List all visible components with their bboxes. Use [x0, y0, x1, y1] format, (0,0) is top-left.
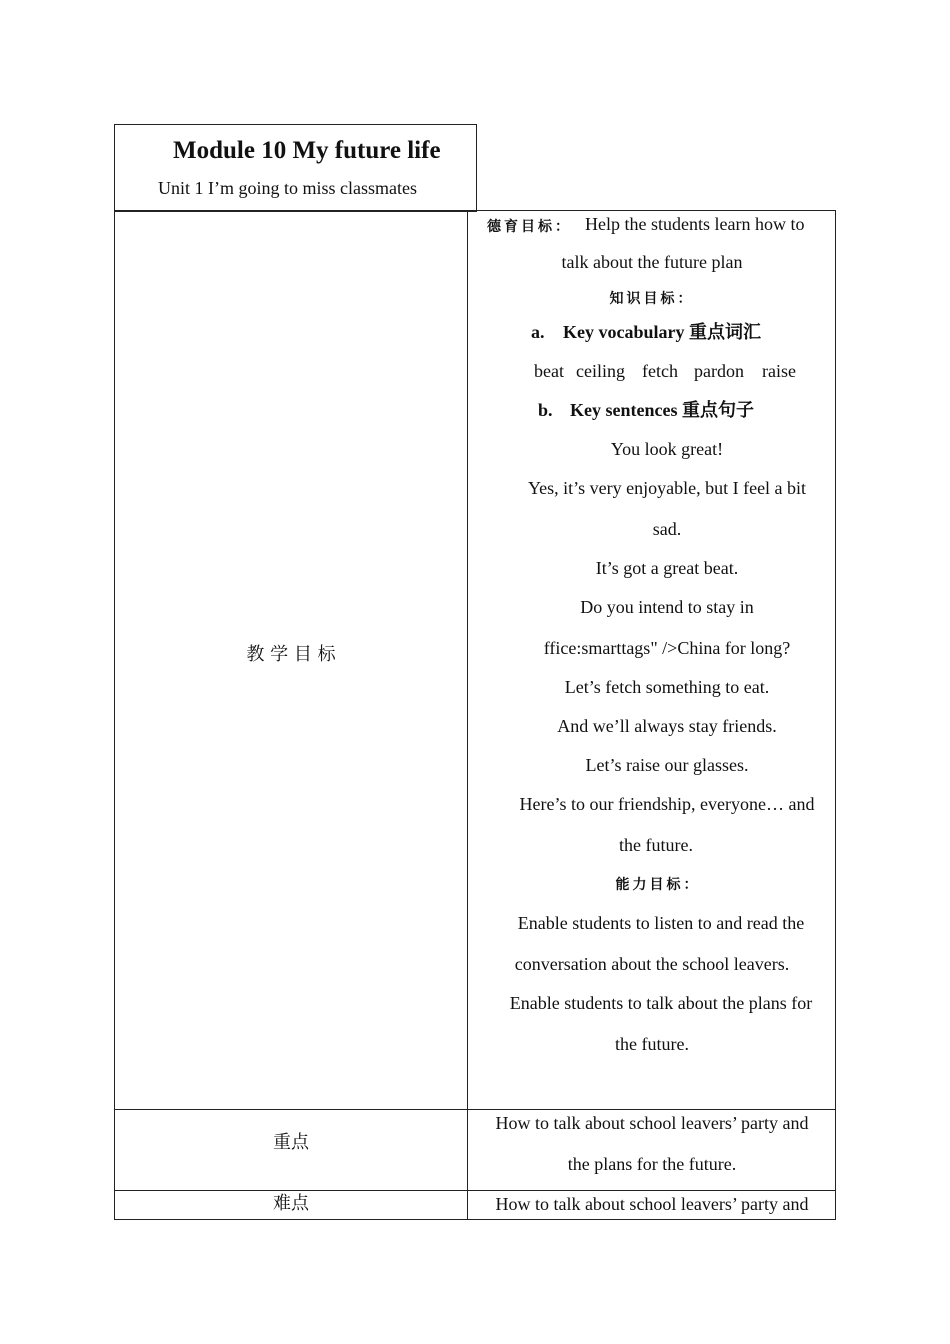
- sentence-line: It’s got a great beat.: [595, 558, 739, 578]
- vocab-marker: a.: [531, 322, 545, 342]
- table-bottom-border: [114, 1219, 836, 1220]
- sentence-line: sad.: [652, 519, 682, 539]
- vocab-word: beat: [534, 361, 564, 381]
- table-column-divider: [467, 210, 468, 1220]
- sentence-line: Do you intend to stay in: [580, 597, 754, 617]
- key-points-label: 重点: [273, 1132, 309, 1153]
- sentence-line: Yes, it’s very enjoyable, but I feel a bit: [527, 478, 807, 498]
- moral-goal-text-1: Help the students learn how to: [585, 214, 805, 234]
- sentence-line: You look great!: [610, 439, 724, 459]
- vocab-heading: Key vocabulary 重点词汇: [563, 322, 761, 342]
- sentence-line: Let’s fetch something to eat.: [564, 677, 770, 697]
- ability-line: conversation about the school leavers.: [514, 954, 790, 974]
- ability-line: Enable students to talk about the plans for: [509, 993, 813, 1013]
- vocab-word: fetch: [642, 361, 678, 381]
- sentences-heading: Key sentences 重点句子: [570, 400, 754, 420]
- row-divider-keypoints: [114, 1190, 836, 1191]
- knowledge-goal-label: 知识目标：: [609, 291, 695, 307]
- moral-goal-text-2: talk about the future plan: [561, 252, 743, 272]
- key-points-line-2: the plans for the future.: [567, 1154, 737, 1174]
- ability-line: Enable students to listen to and read the: [517, 913, 805, 933]
- ability-goal-label: 能力目标：: [615, 877, 701, 893]
- vocab-word: pardon: [694, 361, 744, 381]
- page-title: Module 10 My future life: [173, 137, 441, 164]
- ability-line: the future.: [615, 1034, 689, 1054]
- unit-subtitle: Unit 1 I’m going to miss classmates: [158, 178, 417, 198]
- sentence-line: Here’s to our friendship, everyone… and: [519, 794, 815, 814]
- sentence-line: the future.: [619, 835, 693, 855]
- difficulties-label: 难点: [273, 1193, 309, 1214]
- objectives-label: 教 学 目 标: [246, 644, 336, 665]
- difficulties-line-1: How to talk about school leavers’ party and: [495, 1194, 809, 1214]
- key-points-line-1: How to talk about school leavers’ party and: [495, 1113, 809, 1133]
- vocab-word: raise: [762, 361, 796, 381]
- table-left-border: [114, 210, 115, 1220]
- vocab-word: ceiling: [576, 361, 625, 381]
- sentence-line: And we’ll always stay friends.: [557, 716, 777, 736]
- row-divider-objectives: [114, 1109, 836, 1110]
- sentence-line: Let’s raise our glasses.: [585, 755, 749, 775]
- sentences-marker: b.: [538, 400, 553, 420]
- sentence-line: ffice:smarttags" />China for long?: [543, 638, 791, 658]
- table-top-border: [114, 210, 836, 211]
- moral-goal-label: 德育目标：: [487, 219, 572, 235]
